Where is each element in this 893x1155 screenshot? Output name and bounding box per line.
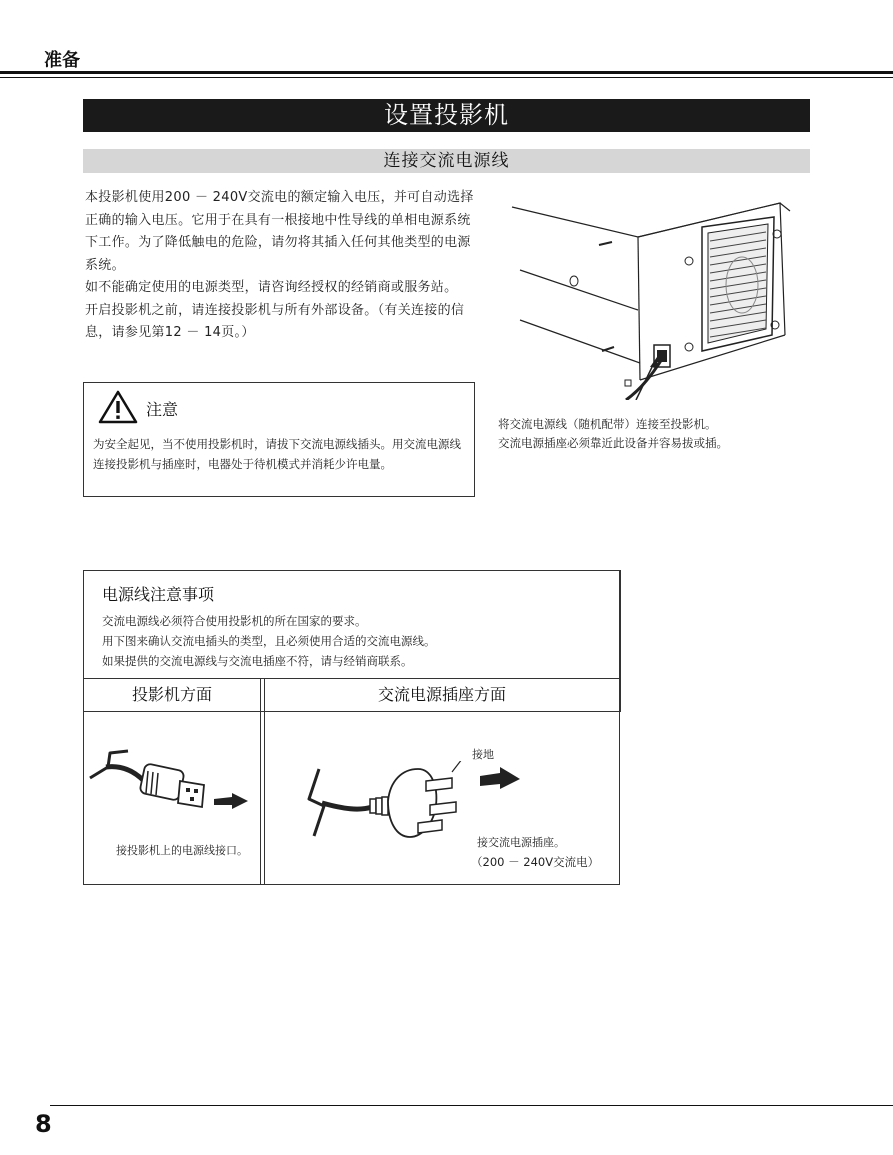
projector-side-note: 接投影机上的电源线接口。 bbox=[116, 844, 248, 857]
cord-notice-text bbox=[102, 611, 602, 671]
cord-notice-line: 如果提供的交流电源线与交流电插座不符，请与经销商联系。 bbox=[102, 654, 413, 668]
intro-paragraph-1: 本投影机使用200 － 240V交流电的额定输入电压，并可自动选择正确的输入电压。它用于在具有一根接地中性导线的单相电源系统下工作。为了降低触电的危险，请勿将其插入任何其他类型的电源系统。 bbox=[85, 190, 474, 273]
intro-text bbox=[85, 187, 477, 345]
caution-title: 注意 bbox=[146, 400, 179, 419]
footer-rule bbox=[50, 1105, 893, 1106]
caution-text: 为安全起见，当不使用投影机时，请拔下交流电源线插头。用交流电源线连接投影机与插座时，电器处于待机模式并消耗少许电量。 bbox=[93, 437, 461, 471]
header-rule-thick bbox=[0, 71, 893, 74]
voltage-note: （200 － 240V交流电） bbox=[471, 855, 600, 869]
page-number: 8 bbox=[35, 1110, 52, 1138]
notice-box-shadow-edge bbox=[619, 570, 621, 712]
caption-line-2: 交流电源插座必须靠近此设备并容易拔或插。 bbox=[498, 436, 728, 450]
column-header-outlet: 交流电源插座方面 bbox=[377, 685, 506, 704]
projector-side-connector-illustration bbox=[86, 741, 256, 825]
section-subtitle: 连接交流电源线 bbox=[83, 149, 810, 173]
intro-paragraph-3: 开启投影机之前，请连接投影机与所有外部设备。（有关连接的信息，请参见第12 － 14页。） bbox=[85, 302, 465, 340]
cord-notice-line: 交流电源线必须符合使用投影机的所在国家的要求。 bbox=[102, 614, 367, 628]
cord-notice-title: 电源线注意事项 bbox=[102, 585, 215, 604]
cord-notice-line: 用下图来确认交流电插头的类型，且必须使用合适的交流电源线。 bbox=[102, 634, 436, 648]
power-cord-notice bbox=[83, 570, 620, 885]
caution-box bbox=[83, 382, 475, 497]
caption-line-1: 将交流电源线（随机配带）连接至投影机。 bbox=[498, 417, 717, 431]
projector-rear-illustration bbox=[490, 185, 810, 404]
table-header-rule-bottom bbox=[84, 711, 619, 712]
section-label: 准备 bbox=[44, 50, 80, 71]
header-rule-thin bbox=[0, 77, 893, 78]
figure-caption bbox=[498, 415, 798, 453]
page-title: 设置投影机 bbox=[83, 99, 810, 132]
column-divider bbox=[260, 678, 261, 884]
warning-icon bbox=[97, 389, 139, 429]
outlet-side-note: 接交流电源插座。 bbox=[477, 836, 565, 849]
ground-label: 接地 bbox=[472, 748, 494, 761]
intro-paragraph-2: 如不能确定使用的电源类型，请咨询经授权的经销商或服务站。 bbox=[85, 280, 458, 295]
column-header-projector: 投影机方面 bbox=[131, 685, 212, 704]
